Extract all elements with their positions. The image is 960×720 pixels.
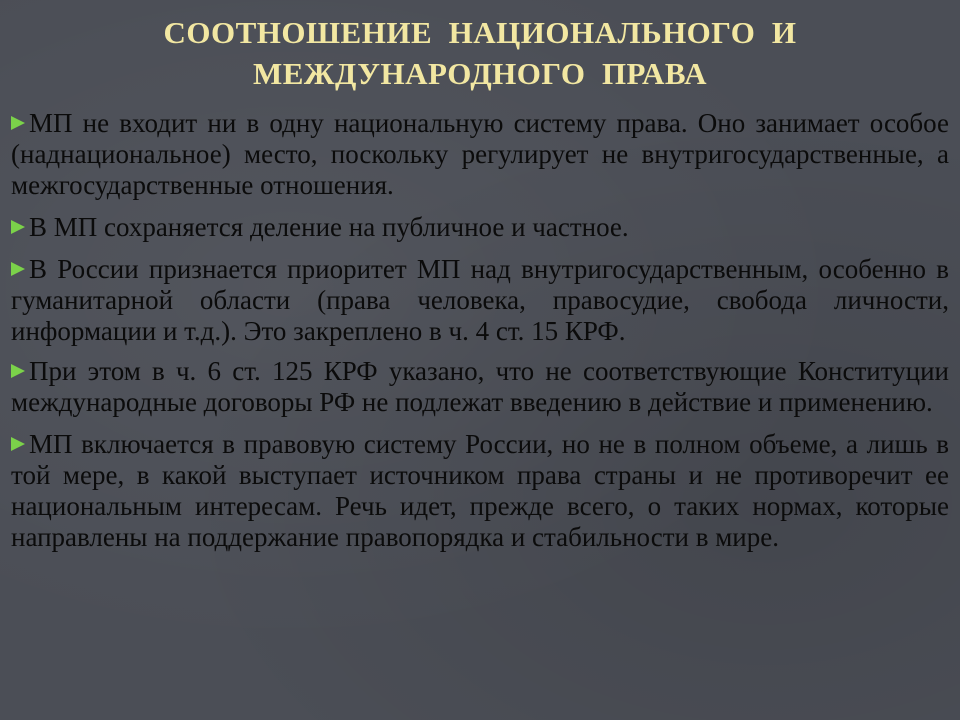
bullet-text: В России признается приоритет МП над внутригосударственным, особенно в гуманитарной области (права человека, правосудие, свобода личности, информации и т.д.). Это закреплено в ч. 4 ст. 15 КРФ. xyxy=(11,254,949,346)
green-triangle-bullet-icon xyxy=(11,116,25,130)
bullet-item xyxy=(11,356,949,418)
bullet-text: При этом в ч. 6 ст. 125 КРФ указано, что не соответствующие Конституции международные договоры РФ не подлежат введению в действие и применению. xyxy=(11,356,949,417)
bullet-item xyxy=(11,429,949,553)
green-triangle-bullet-icon xyxy=(11,364,25,378)
slide-title xyxy=(0,12,960,94)
bullet-list xyxy=(11,108,949,564)
bullet-item xyxy=(11,254,949,347)
bullet-text: МП включается в правовую систему России, но не в полном объеме, а лишь в той мере, в какой выступает источником права страны и не противоречит ее национальным интересам. Речь идет, прежде всего, о таких нормах, которые направлены на поддержание правопорядка и стабильности в мире. xyxy=(11,429,949,552)
bullet-text: МП не входит ни в одну национальную систему права. Оно занимает особое (наднациональное) место, поскольку регулирует не внутригосударственные, а межгосударственные отношения. xyxy=(11,108,949,200)
green-triangle-bullet-icon xyxy=(11,220,25,234)
green-triangle-bullet-icon xyxy=(11,437,25,451)
bullet-item xyxy=(11,108,949,201)
slide-title-line-2: МЕЖДУНАРОДНОГО ПРАВА xyxy=(252,56,708,91)
green-triangle-bullet-icon xyxy=(11,262,25,276)
slide-title-line-1: СООТНОШЕНИЕ НАЦИОНАЛЬНОГО И xyxy=(163,15,797,50)
bullet-item xyxy=(11,212,949,243)
bullet-text: В МП сохраняется деление на публичное и частное. xyxy=(29,212,629,242)
